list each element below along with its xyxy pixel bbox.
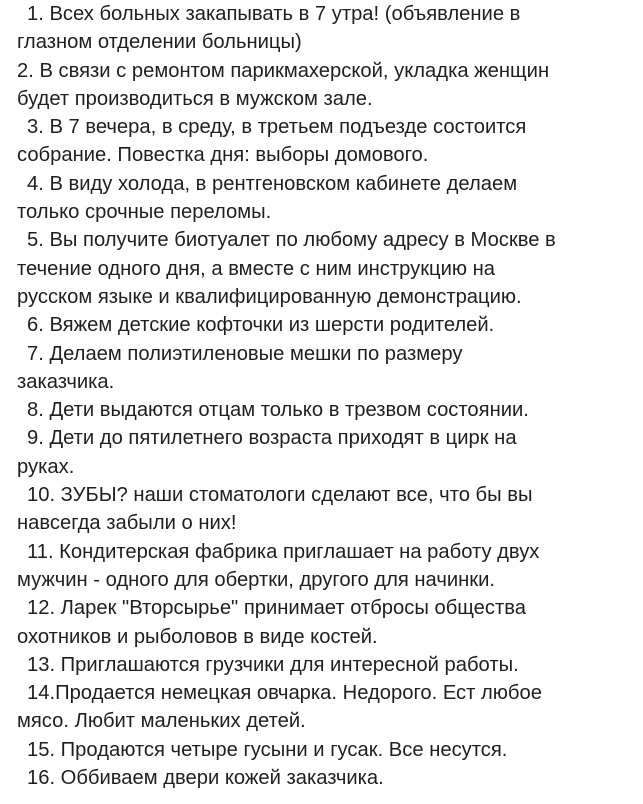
text-line: 9. Дети до пятилетнего возраста приходят в цирк на: [27, 427, 517, 450]
text-line: 15. Продаются четыре гусыни и гусак. Все несутся.: [27, 738, 508, 761]
text-line: руках.: [17, 455, 75, 478]
text-line: навсегда забыли о них!: [17, 512, 237, 535]
text-line: глазном отделении больницы): [17, 31, 302, 54]
text-line: собрание. Повестка дня: выборы домового.: [17, 144, 429, 167]
text-line: охотников и рыболовов в виде костей.: [17, 625, 378, 648]
text-line: течение одного дня, а вместе с ним инструкцию на: [17, 257, 496, 280]
text-line: только срочные переломы.: [17, 201, 272, 224]
text-line: 5. Вы получите биотуалет по любому адресу в Москве в: [27, 229, 556, 252]
text-line: 16. Оббиваем двери кожей заказчика.: [27, 767, 384, 790]
text-line: будет производиться в мужском зале.: [17, 87, 373, 110]
ads-text-block: [17, 0, 629, 792]
text-line: 4. В виду холода, в рентгеновском кабинете делаем: [27, 172, 518, 195]
text-line: 6. Вяжем детские кофточки из шерсти родителей.: [27, 314, 495, 337]
text-line: 7. Делаем полиэтиленовые мешки по размеру: [27, 342, 463, 365]
text-line: мясо. Любит маленьких детей.: [17, 710, 306, 733]
text-line: 2. В связи с ремонтом парикмахерской, укладка женщин: [17, 59, 550, 82]
text-line: 14.Продается немецкая овчарка. Недорого. Ест любое: [27, 682, 542, 705]
text-line: 10. ЗУБЫ? наши стоматологи сделают все, что бы вы: [27, 484, 533, 507]
text-line: 3. В 7 вечера, в среду, в третьем подъезде состоится: [27, 116, 527, 139]
text-line: 8. Дети выдаются отцам только в трезвом состоянии.: [27, 399, 529, 422]
text-line: 12. Ларек "Вторсырье" принимает отбросы общества: [27, 597, 526, 620]
text-line: мужчин - одного для обертки, другого для начинки.: [17, 568, 495, 591]
text-line: 13. Приглашаются грузчики для интересной работы.: [27, 653, 519, 676]
text-line: заказчика.: [17, 370, 115, 393]
text-line: 1. Всех больных закапывать в 7 утра! (объявление в: [27, 3, 521, 25]
text-line: 11. Кондитерская фабрика приглашает на работу двух: [27, 540, 540, 563]
text-line: русском языке и квалифицированную демонстрацию.: [17, 285, 522, 308]
